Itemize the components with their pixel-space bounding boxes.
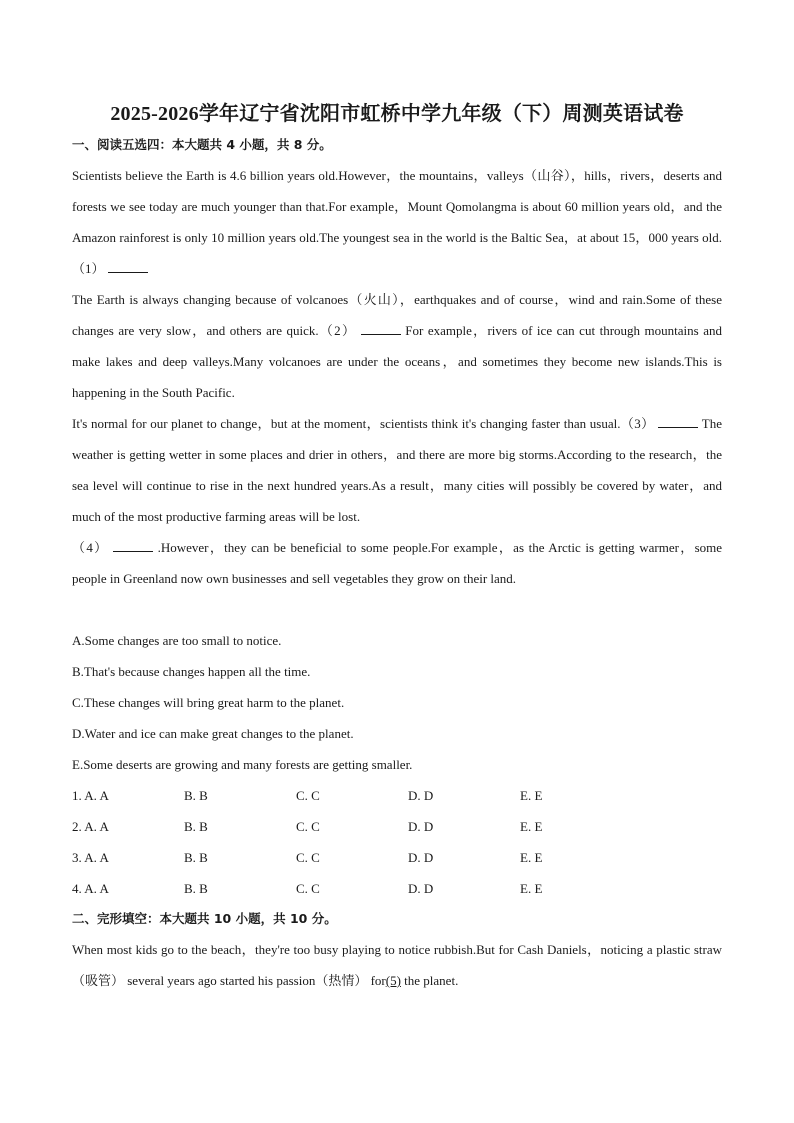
choice-cell[interactable]: D. D [408,818,434,834]
answer-blank-1 [108,259,148,273]
choice-cell[interactable]: D. D [408,787,434,803]
option-e: E.Some deserts are growing and many forests are getting smaller. [72,757,413,772]
option-c: C.These changes will bring great harm to the planet. [72,695,345,710]
choice-cell[interactable]: B. B [184,818,208,834]
choice-cell[interactable]: 3. A. A [72,849,109,865]
choice-cell[interactable]: C. C [296,849,320,865]
choice-cell[interactable]: D. D [408,880,434,896]
exam-page [72,100,722,996]
table-row [72,842,632,873]
answer-blank-4 [113,538,153,552]
choice-cell[interactable]: E. E [520,849,543,865]
section2-heading: 二、完形填空：本大题共 10 小题，共 10 分。 [72,911,337,926]
passage-paragraph-4 [72,532,722,594]
exam-title: 2025-2026学年辽宁省沈阳市虹桥中学九年级（下）周测英语试卷 [110,103,684,125]
choice-cell[interactable]: C. C [296,787,320,803]
paragraph-text: .However，they can be beneficial to some people.For example，as the Arctic is getting warmer，some people in Greenland now own businesses and sell vegetables they grow on their land. [72,540,723,586]
paragraph-text: The weather is getting wetter in some places and drier in others，and there are more big storms.According to the research，the sea level will continue to rise in the next hundred years.As a result，many cities will possibly be covered by water，and much of the most productive farming areas will be lost. [72,416,723,524]
table-row [72,811,632,842]
choice-cell[interactable]: E. E [520,787,543,803]
passage-paragraph-3 [72,408,722,532]
paragraph-text: It's normal for our planet to change，but at the moment，scientists think it's changing faster than usual.（3） [72,416,655,431]
option-b: B.That's because changes happen all the time. [72,664,311,679]
spacer [72,594,722,625]
option-a: A.Some changes are too small to notice. [72,633,282,648]
section1-heading: 一、阅读五选四：本大题共 4 小题，共 8 分。 [72,137,332,152]
paragraph-text: For example，rivers of ice can cut through mountains and make lakes and deep valleys.Many volcanoes are under the oceans，and sometimes they become new islands.This is happening in the South Pacific. [72,323,723,400]
choice-cell[interactable]: C. C [296,880,320,896]
cloze-blank-5: (5) [385,973,401,988]
paragraph-text: The Earth is always changing because of volcanoes（火山），earthquakes and of course，wind and rain.Some of these changes are very slow，and others are quick.（2） [72,292,722,338]
choice-cell[interactable]: 2. A. A [72,818,109,834]
choice-cell[interactable]: B. B [184,787,208,803]
choice-cell[interactable]: C. C [296,818,320,834]
choice-cell[interactable]: 1. A. A [72,787,109,803]
choice-cell[interactable]: E. E [520,818,543,834]
choice-cell[interactable]: E. E [520,880,543,896]
passage-paragraph-2 [72,284,722,408]
cloze-paragraph-1 [72,934,722,996]
answer-blank-2 [361,321,401,335]
paragraph-text: When most kids go to the beach，they're too busy playing to notice rubbish.But for Cash Daniels，noticing a plastic straw（吸管） several years ago started his passion（热情） for [72,942,722,988]
option-d: D.Water and ice can make great changes to the planet. [72,726,354,741]
paragraph-text: Scientists believe the Earth is 4.6 billion years old.However，the mountains，valleys（山谷），hills，rivers，deserts and forests we see today are much younger than that.For example，Mount Qomolangma is about 60 million years old，and the Amazon rainforest is only 10 million years old.The youngest sea in the world is the Baltic Sea，at about 15，000 years old.（1） [72,168,722,276]
paragraph-text: the planet. [400,973,459,988]
options-list [72,625,722,780]
choice-cell[interactable]: 4. A. A [72,880,109,896]
answer-blank-3 [658,414,698,428]
answer-choices-table [72,780,632,904]
choice-cell[interactable]: B. B [184,849,208,865]
passage-paragraph-1 [72,160,722,284]
table-row [72,780,632,811]
choice-cell[interactable]: D. D [408,849,434,865]
choice-cell[interactable]: B. B [184,880,208,896]
table-row [72,873,632,904]
paragraph-text: （4） [72,540,109,555]
